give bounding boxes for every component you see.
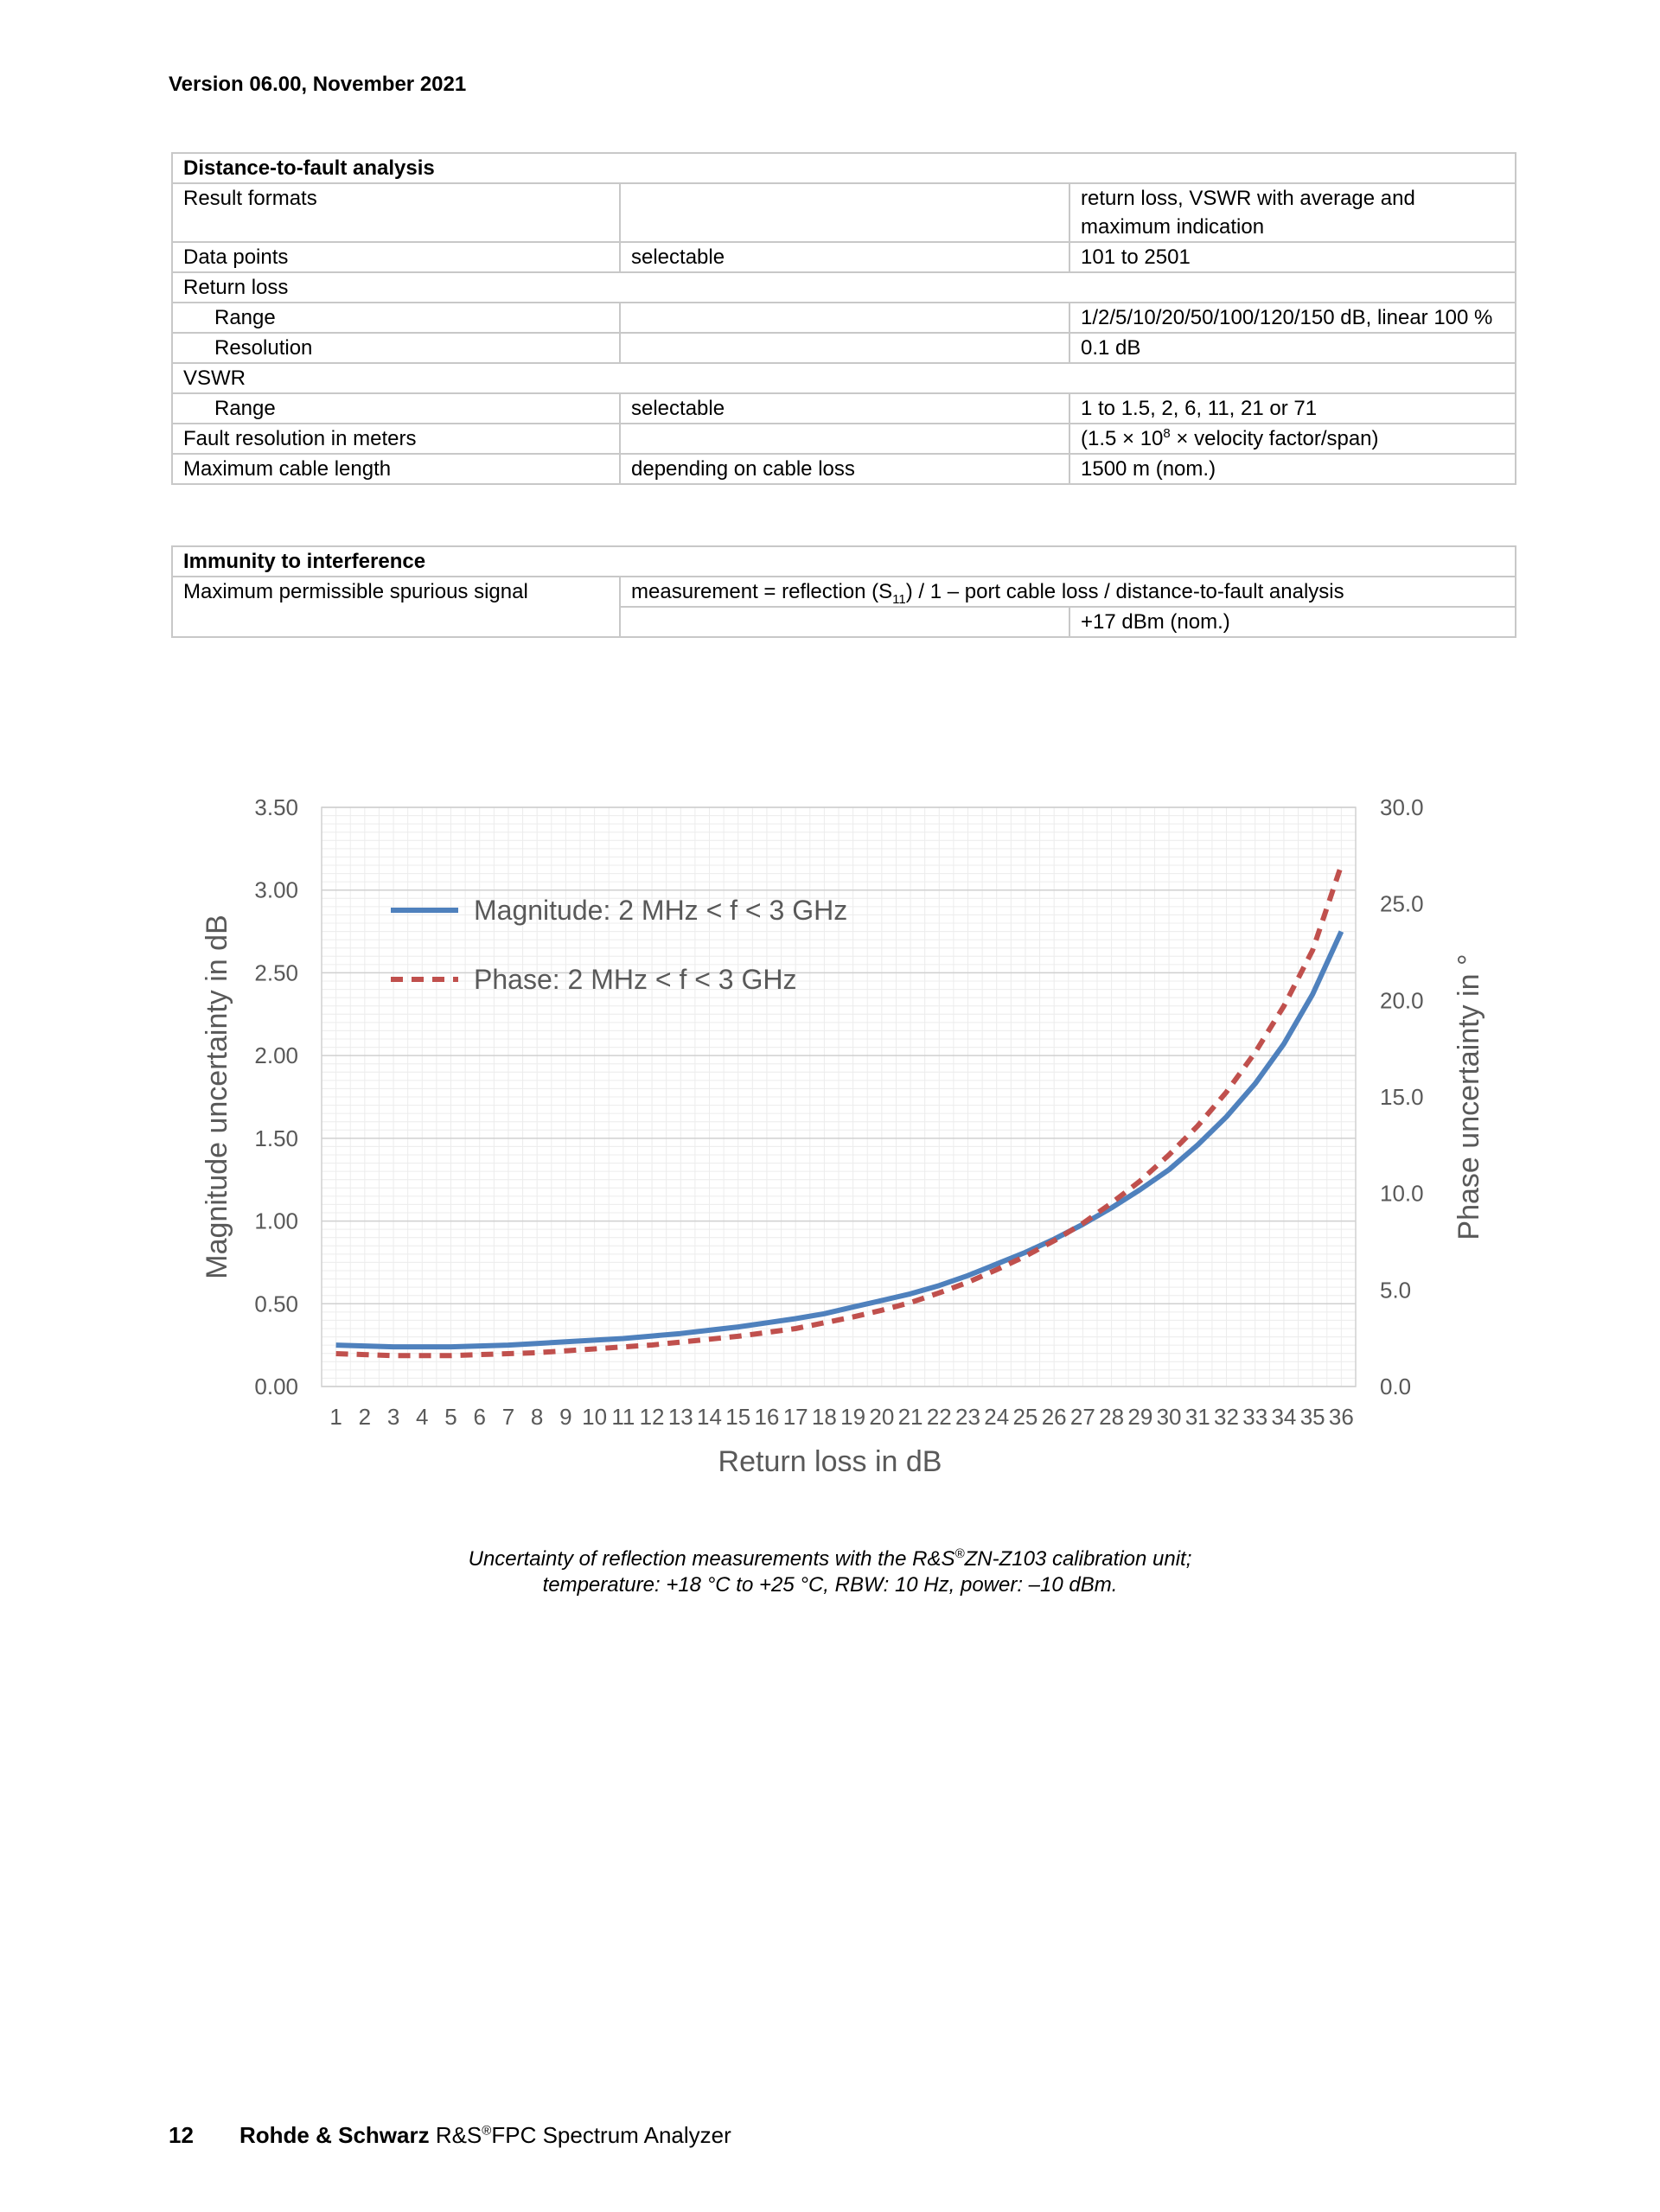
- table-row: [172, 242, 1516, 272]
- x-tick-label: 31: [1184, 1404, 1210, 1430]
- y-tick-label: 0.00: [254, 1374, 298, 1399]
- condition-text: ) / 1 – port cable loss / distance-to-fault analysis: [905, 580, 1344, 603]
- row-value: +17 dBm (nom.): [1069, 607, 1516, 637]
- x-tick-label: 2: [358, 1404, 372, 1430]
- y2-axis-title: Phase uncertainty in °: [1452, 953, 1485, 1240]
- row-value: 1500 m (nom.): [1069, 454, 1516, 484]
- distance-to-fault-table: [171, 152, 1516, 485]
- row-value: 101 to 2501: [1069, 242, 1516, 272]
- x-tick-label: 5: [444, 1404, 457, 1430]
- row-condition: selectable: [620, 242, 1069, 272]
- row-condition: depending on cable loss: [620, 454, 1069, 484]
- y-tick-label: 3.00: [254, 877, 298, 903]
- row-condition: [620, 424, 1069, 454]
- table-row: [172, 424, 1516, 454]
- y2-tick-label: 0.0: [1380, 1374, 1412, 1399]
- row-condition: [620, 333, 1069, 363]
- y-tick-label: 0.50: [254, 1291, 298, 1317]
- row-value: [1069, 424, 1516, 454]
- x-tick-label: 25: [1012, 1404, 1038, 1430]
- x-tick-label: 27: [1069, 1404, 1095, 1430]
- x-tick-label: 23: [955, 1404, 980, 1430]
- x-tick-label: 3: [386, 1404, 400, 1430]
- row-value: 1 to 1.5, 2, 6, 11, 21 or 71: [1069, 393, 1516, 424]
- x-tick-label: 12: [639, 1404, 665, 1430]
- row-label: Fault resolution in meters: [172, 424, 620, 454]
- row-label: Range: [172, 303, 620, 333]
- condition-text: measurement = reflection (S: [631, 580, 893, 603]
- y-tick-label: 3.50: [254, 794, 298, 820]
- x-tick-label: 36: [1328, 1404, 1354, 1430]
- x-tick-label: 19: [840, 1404, 866, 1430]
- table-row: [172, 333, 1516, 363]
- table-row: [172, 454, 1516, 484]
- x-tick-label: 33: [1242, 1404, 1268, 1430]
- exponent: 8: [1163, 426, 1171, 441]
- row-label: Range: [172, 393, 620, 424]
- row-value: 1/2/5/10/20/50/100/120/150 dB, linear 100 %: [1069, 303, 1516, 333]
- row-label: Result formats: [172, 183, 620, 242]
- page-number: 12: [169, 2122, 194, 2148]
- y-tick-label: 2.50: [254, 959, 298, 986]
- table-title: Immunity to interference: [172, 546, 1516, 577]
- x-tick-label: 32: [1214, 1404, 1239, 1430]
- table-row: [172, 183, 1516, 242]
- row-label: Resolution: [172, 333, 620, 363]
- row-label: Data points: [172, 242, 620, 272]
- row-label: Maximum permissible spurious signal: [172, 577, 620, 637]
- table-title: Distance-to-fault analysis: [172, 153, 1516, 183]
- chart-legend: [391, 895, 847, 995]
- x-tick-label: 15: [725, 1404, 751, 1430]
- x-tick-label: 21: [897, 1404, 923, 1430]
- table-row: [172, 272, 1516, 303]
- table-row: [172, 303, 1516, 333]
- table-row: [172, 577, 1516, 607]
- y-tick-label: 1.00: [254, 1208, 298, 1234]
- row-value: return loss, VSWR with average and maximum indication: [1069, 183, 1516, 242]
- row-value: 0.1 dB: [1069, 333, 1516, 363]
- value-text: × velocity factor/span): [1170, 427, 1379, 450]
- y-axis-title: Magnitude uncertainty in dB: [201, 915, 233, 1279]
- x-tick-label: 30: [1156, 1404, 1182, 1430]
- x-tick-label: 16: [754, 1404, 780, 1430]
- row-label: Maximum cable length: [172, 454, 620, 484]
- x-tick-label: 24: [984, 1404, 1010, 1430]
- x-tick-label: 14: [697, 1404, 722, 1430]
- immunity-table: [171, 545, 1516, 638]
- registered-mark: ®: [954, 1546, 965, 1561]
- x-tick-label: 34: [1271, 1404, 1297, 1430]
- value-text: (1.5 × 10: [1081, 427, 1164, 450]
- caption-line-2: temperature: +18 °C to +25 °C, RBW: 10 Hz, power: –10 dBm.: [542, 1573, 1118, 1597]
- table-row: [172, 393, 1516, 424]
- y2-tick-label: 25.0: [1380, 890, 1424, 917]
- x-tick-label: 6: [473, 1404, 486, 1430]
- x-tick-label: 17: [782, 1404, 808, 1430]
- y2-tick-label: 30.0: [1380, 794, 1424, 820]
- x-tick-label: 26: [1041, 1404, 1067, 1430]
- brand-name: Rohde & Schwarz: [239, 2122, 430, 2148]
- x-tick-label: 7: [501, 1404, 515, 1430]
- x-tick-label: 11: [611, 1404, 635, 1430]
- uncertainty-chart: [0, 769, 1660, 1495]
- row-condition: [620, 303, 1069, 333]
- y2-tick-label: 20.0: [1380, 987, 1424, 1014]
- x-axis-title: Return loss in dB: [718, 1445, 942, 1478]
- x-tick-label: 8: [530, 1404, 544, 1430]
- x-tick-label: 1: [329, 1404, 342, 1430]
- row-condition: [620, 577, 1516, 607]
- product-text: R&S: [429, 2122, 482, 2148]
- x-tick-label: 20: [869, 1404, 895, 1430]
- caption-text: ZN-Z103 calibration unit;: [964, 1547, 1192, 1571]
- page-footer: [169, 2122, 731, 2149]
- registered-mark: ®: [482, 2123, 492, 2139]
- table-row: [172, 363, 1516, 393]
- x-tick-label: 29: [1127, 1404, 1153, 1430]
- row-condition: selectable: [620, 393, 1069, 424]
- product-text: FPC Spectrum Analyzer: [491, 2122, 731, 2148]
- row-label: Return loss: [172, 272, 1516, 303]
- y2-tick-label: 15.0: [1380, 1084, 1424, 1110]
- x-tick-label: 18: [811, 1404, 837, 1430]
- version-header: Version 06.00, November 2021: [169, 73, 467, 96]
- caption-text: Uncertainty of reflection measurements with the R&S: [468, 1547, 955, 1571]
- legend-label: Magnitude: 2 MHz < f < 3 GHz: [474, 895, 848, 926]
- x-tick-label: 28: [1099, 1404, 1125, 1430]
- row-label: VSWR: [172, 363, 1516, 393]
- x-tick-label: 35: [1299, 1404, 1325, 1430]
- x-tick-label: 13: [667, 1404, 693, 1430]
- figure-caption: [0, 1546, 1660, 1598]
- y2-tick-label: 5.0: [1380, 1277, 1412, 1304]
- y-tick-label: 1.50: [254, 1125, 298, 1151]
- x-tick-label: 22: [926, 1404, 952, 1430]
- y-tick-label: 2.00: [254, 1042, 298, 1069]
- subscript: 11: [892, 591, 906, 607]
- legend-label: Phase: 2 MHz < f < 3 GHz: [474, 964, 797, 995]
- x-tick-label: 4: [416, 1404, 429, 1430]
- x-tick-label: 9: [559, 1404, 572, 1430]
- caption-line-1: [0, 1546, 1660, 1572]
- row-condition: [620, 607, 1069, 637]
- row-condition: [620, 183, 1069, 242]
- y2-tick-label: 10.0: [1380, 1180, 1424, 1207]
- x-tick-label: 10: [582, 1404, 608, 1430]
